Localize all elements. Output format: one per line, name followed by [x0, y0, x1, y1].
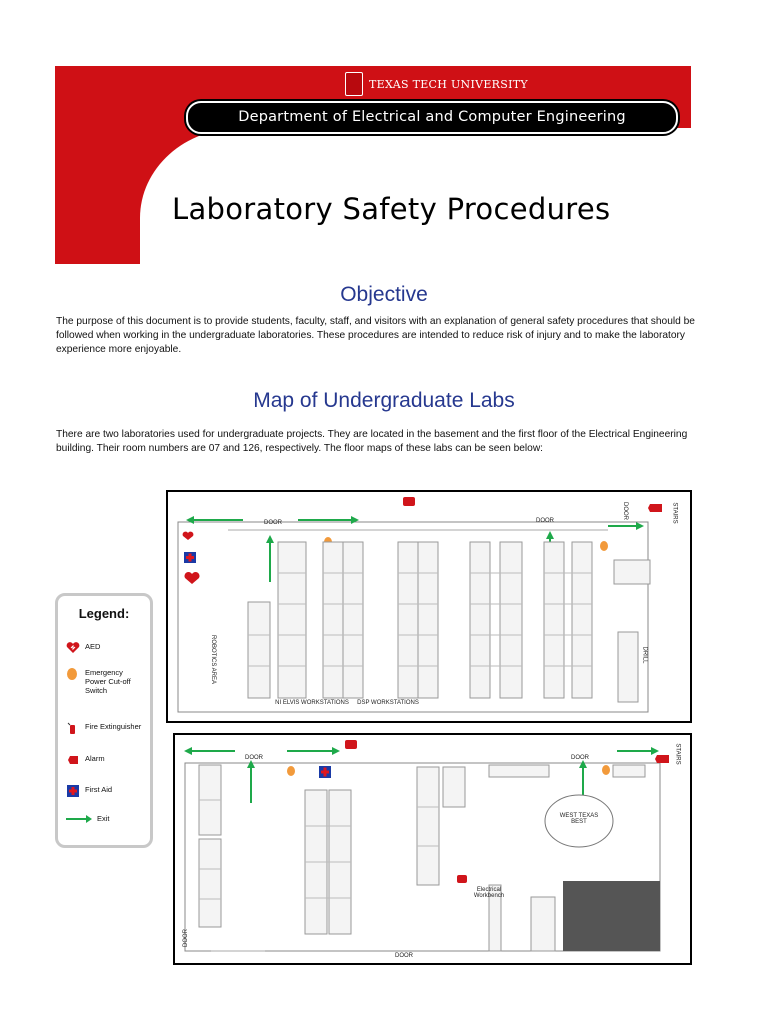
legend-label: Fire Extinguisher — [85, 722, 142, 731]
map2-west-texas: WEST TEXAS BEST — [559, 813, 599, 825]
department-bar — [186, 101, 678, 134]
floor-map-drawing — [168, 492, 690, 721]
floor-map-room-07 — [166, 490, 692, 723]
fire-extinguisher-icon — [66, 722, 80, 734]
map2-door-bottom: DOOR — [395, 953, 413, 959]
map1-drill: DRILL — [641, 646, 648, 664]
map-text: There are two laboratories used for undergraduate projects. They are located in the basement and the first floor of the Electrical Engineering building. Their room numbers are 07 and 126, respectively. The floor maps of these labs can be seen below: — [56, 429, 688, 454]
university-logo — [345, 71, 528, 97]
map1-door-vert: DOOR — [622, 502, 628, 520]
legend-label: AED — [85, 642, 101, 651]
first-aid-icon — [66, 785, 80, 797]
map2-door-top-right: DOOR — [571, 755, 589, 761]
legend-label: Exit — [97, 814, 110, 823]
legend-label: Emergency Power Cut-off Switch — [85, 668, 131, 695]
map2-workbench: Electrical Workbench — [473, 887, 505, 899]
legend-item-aed — [66, 642, 100, 654]
legend-item-extinguisher — [66, 722, 141, 734]
map1-stairs: STAIRS — [671, 502, 678, 524]
map2-stairs: STAIRS — [674, 743, 681, 765]
map2-door-left: DOOR — [183, 929, 189, 947]
objective-heading: Objective — [340, 283, 428, 306]
university-name: TEXAS TECH UNIVERSITY — [369, 77, 528, 91]
map-heading: Map of Undergraduate Labs — [253, 389, 515, 412]
map1-dsp: DSP WORKSTATIONS — [357, 700, 419, 706]
legend-item-alarm — [66, 754, 105, 766]
legend-label: Alarm — [85, 754, 105, 763]
legend-title: Legend: — [78, 606, 130, 621]
map1-door-left: DOOR — [264, 520, 282, 526]
floor-map-room-126 — [173, 733, 692, 965]
department-name: Department of Electrical and Computer Engineering — [238, 109, 626, 125]
floor-map-drawing — [175, 735, 690, 963]
map2-door-top-left: DOOR — [245, 755, 263, 761]
objective-text: The purpose of this document is to provide students, faculty, staff, and visitors with an explanation of general safety procedures that should be followed when working in the undergraduate laboratories. These procedures are intended to reduce risk of injury and to make the laboratory experience more enjoyable. — [56, 316, 695, 355]
alarm-icon — [66, 754, 80, 766]
legend-item-exit — [66, 814, 110, 824]
legend-box — [55, 593, 153, 848]
power-cutoff-icon — [66, 668, 80, 680]
legend-label: First Aid — [85, 785, 113, 794]
page-title: Laboratory Safety Procedures — [172, 192, 611, 226]
legend-item-power — [66, 668, 146, 695]
legend-item-first-aid — [66, 785, 112, 797]
exit-arrow-icon — [66, 814, 92, 824]
map1-robotics: ROBOTICS AREA — [210, 635, 216, 685]
aed-heart-icon — [66, 642, 80, 654]
university-seal-icon — [345, 72, 363, 96]
map1-ni-elvis: NI ELVIS WORKSTATIONS — [275, 700, 349, 706]
map1-door-right: DOOR — [536, 518, 554, 524]
